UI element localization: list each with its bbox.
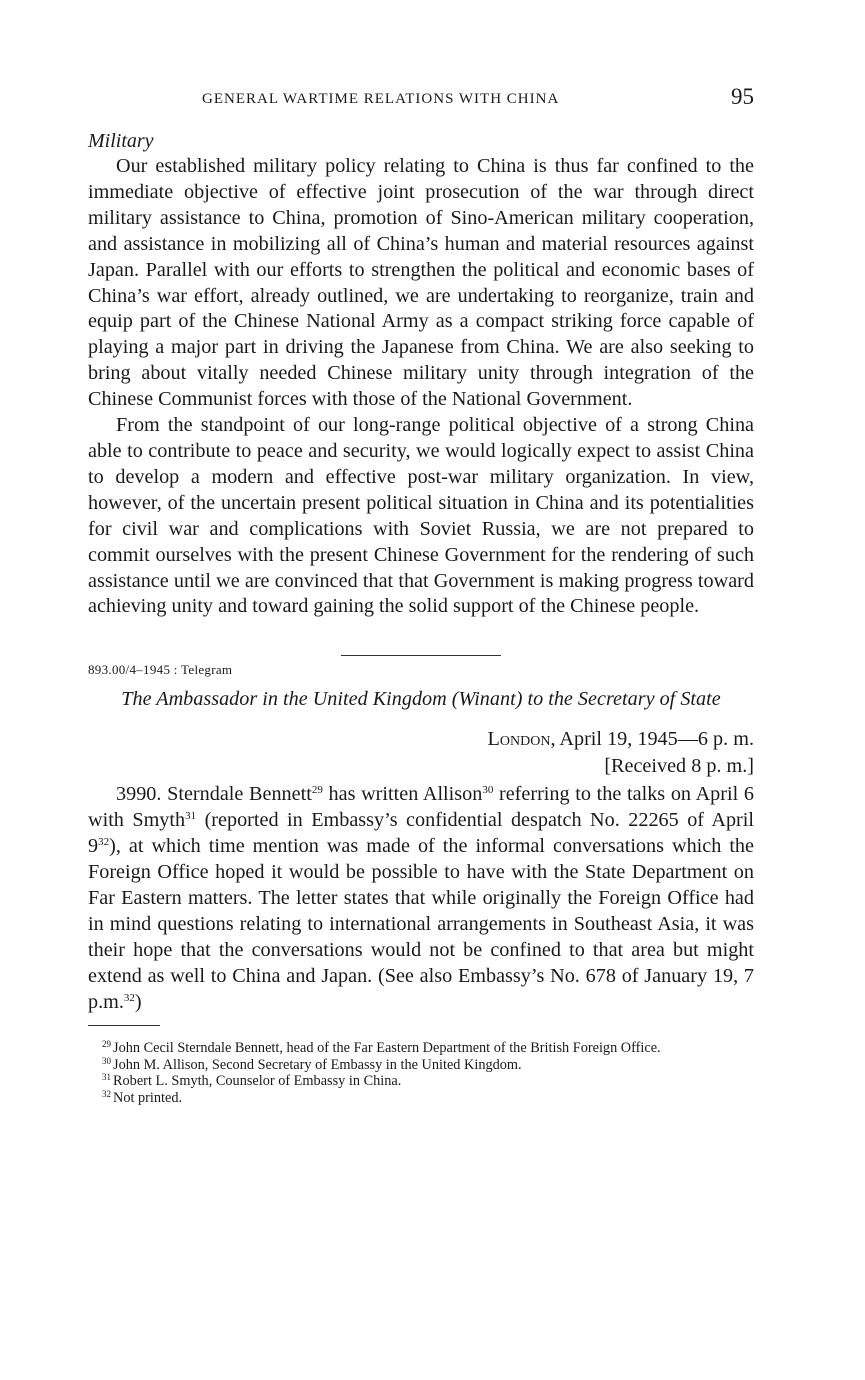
- footnote-ref-32: 32: [98, 836, 110, 849]
- telegram-text: has written Allison: [322, 783, 483, 806]
- telegram-text: ): [134, 990, 142, 1013]
- document-page: [88, 84, 754, 1106]
- footnote-number: 31: [102, 1072, 111, 1083]
- footnote-30: [88, 1057, 754, 1074]
- telegram-text: 3990. Sterndale Bennett: [116, 783, 312, 806]
- dateline: [88, 726, 754, 753]
- paragraph-military-policy: Our established military policy relating to China is thus far confined to the immediate objective of effective joint prosecution of the war through direct military assistance to China, promotion of Sino-American military cooperation, and assistance in mobilizing all of China’s human and material resources against Japan. Parallel with our efforts to strengthen the political and economic bases of China’s war effort, already outlined, we are undertaking to reorganize, train and equip part of the Chinese National Army as a compact striking force capable of playing a major part in driving the Japanese from China. We are also seeking to bring about vitally needed Chinese military unity through integration of the Chinese Communist forces with those of the National Government.: [88, 155, 754, 411]
- dateline-place: London: [487, 728, 551, 751]
- footnotes: [88, 1040, 754, 1106]
- footnote-divider: [88, 1025, 160, 1026]
- footnote-31: [88, 1073, 754, 1090]
- footnote-number: 32: [102, 1088, 111, 1099]
- footnote-32: [88, 1090, 754, 1107]
- section-divider: [341, 655, 501, 656]
- footnote-text: Not printed.: [113, 1089, 183, 1106]
- page-number: 95: [731, 84, 754, 109]
- footnote-ref-32: 32: [123, 991, 135, 1004]
- footnote-29: [88, 1040, 754, 1057]
- document-title: The Ambassador in the United Kingdom (Winant) to the Secretary of State: [121, 688, 721, 711]
- running-head: [88, 84, 754, 114]
- footnote-ref-31: 31: [185, 810, 197, 823]
- section-heading: Military: [88, 130, 154, 152]
- footnote-number: 29: [102, 1039, 111, 1050]
- telegram-text: (reported in Embassy’s confidential despatch No. 22265 of April 9: [88, 809, 754, 858]
- paragraph-long-range-objective: From the standpoint of our long-range political objective of a strong China able to contribute to peace and security, we would logically expect to assist China to develop a modern and effective post-war military organization. In view, however, of the uncertain present political situation in China and its potentialities for civil war and complications with Soviet Russia, we are not prepared to commit ourselves with the present Chinese Government for the rendering of such assistance until we are convinced that that Government is making progress toward achieving unity and toward gaining the solid support of the Chinese people.: [88, 414, 754, 618]
- telegram-body: [88, 782, 754, 1015]
- received-line: [Received 8 p. m.]: [604, 755, 754, 778]
- footnote-text: John M. Allison, Second Secretary of Embassy in the United Kingdom.: [113, 1056, 522, 1073]
- footnote-ref-30: 30: [482, 784, 494, 797]
- telegram-text: ), at which time mention was made of the informal conversations which the Foreign Office hoped it would be possible to have with the State Department on Far Eastern matters. The letter states that while originally the Foreign Office had in mind questions relating to international arrangements in Southeast Asia, it was their hope that the conversations would not be confined to that area but might extend as well to China and Japan. (See also Embassy’s No. 678 of January 19, 7 p.m.: [88, 835, 754, 1013]
- footnote-number: 30: [102, 1055, 111, 1066]
- footnote-ref-29: 29: [311, 784, 323, 797]
- telegram-text: referring to the talks on April 6 with Smyth: [88, 783, 754, 832]
- footnote-text: John Cecil Sterndale Bennett, head of the Far Eastern Department of the British Foreign Office.: [113, 1040, 661, 1057]
- file-reference: 893.00/4–1945 : Telegram: [88, 662, 233, 678]
- running-title: GENERAL WARTIME RELATIONS WITH CHINA: [202, 91, 560, 107]
- dateline-date: , April 19, 1945—6 p. m.: [550, 728, 754, 751]
- footnote-text: Robert L. Smyth, Counselor of Embassy in China.: [113, 1073, 402, 1090]
